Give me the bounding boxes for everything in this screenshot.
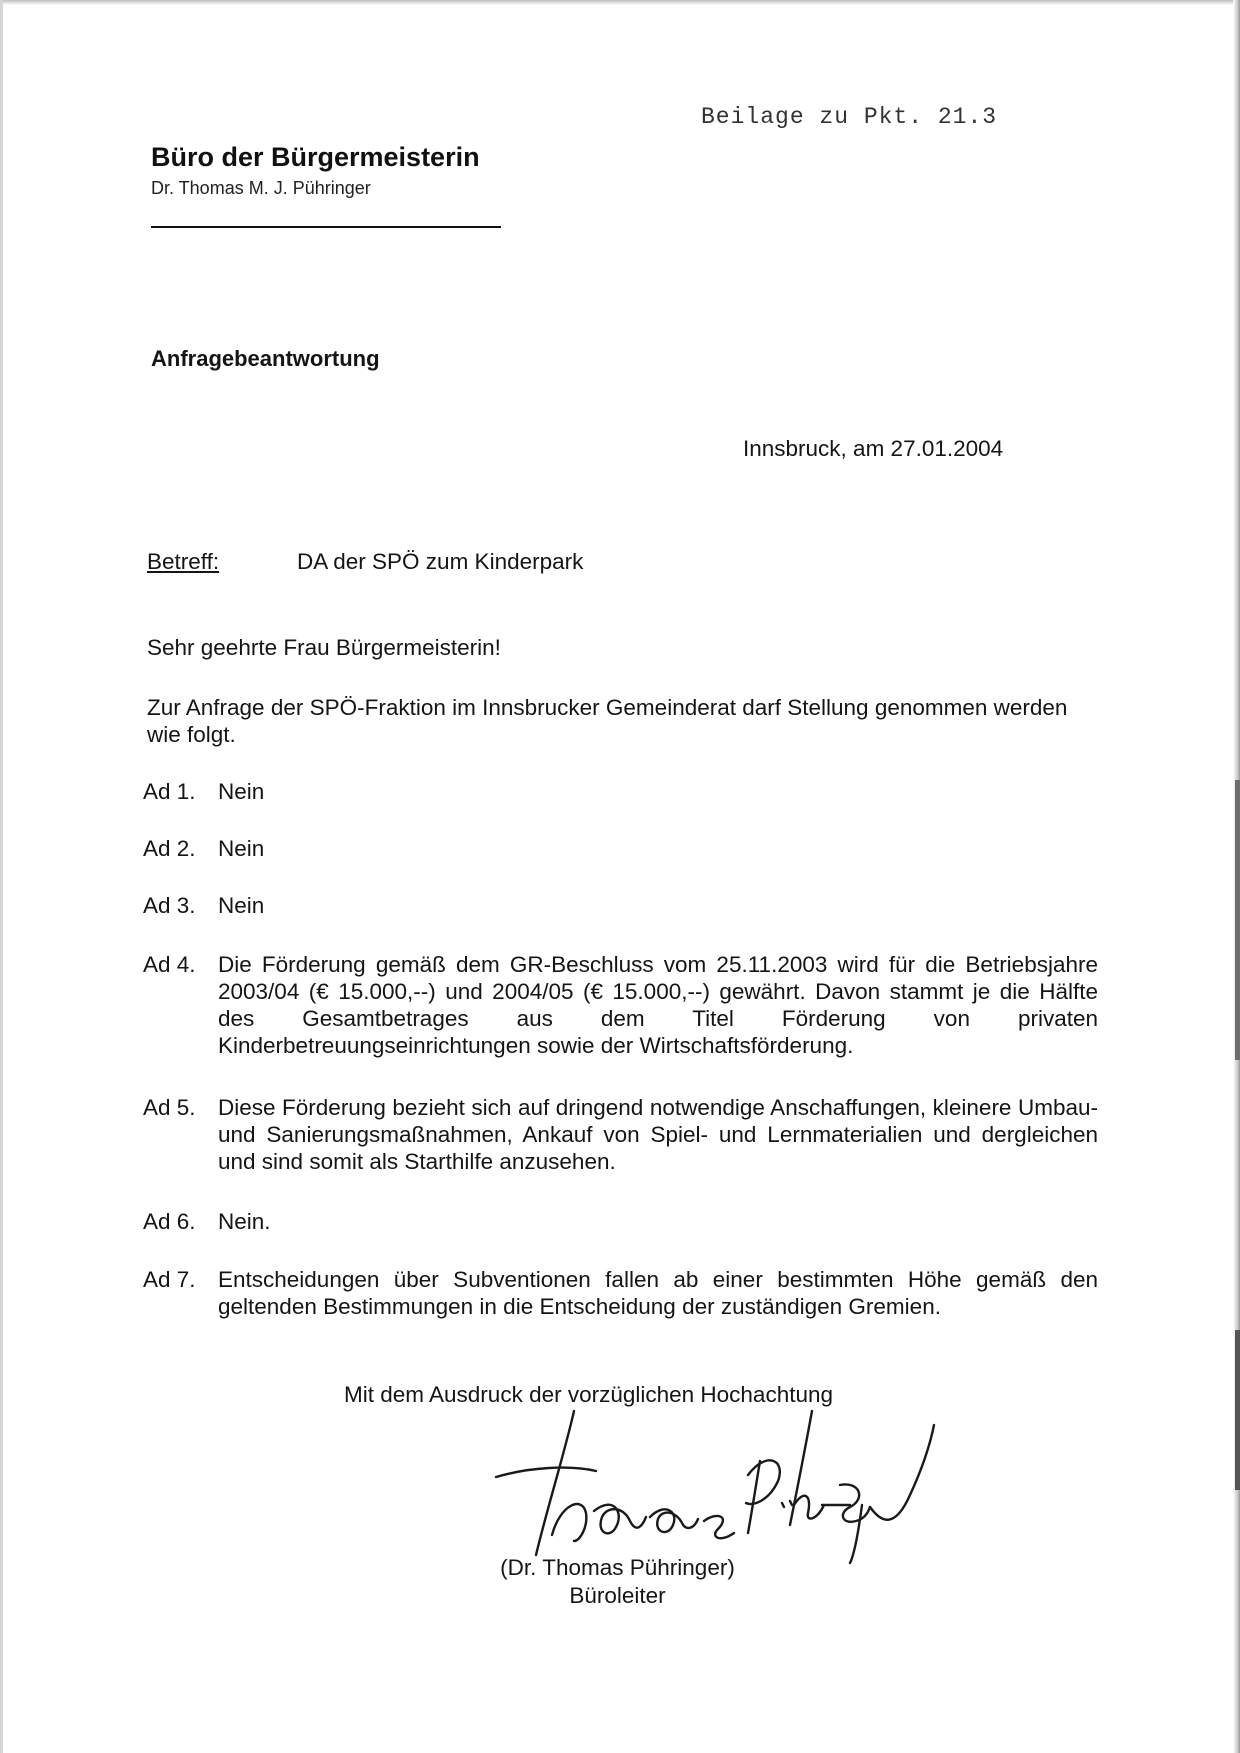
answer-text: Nein. [218,1209,271,1234]
answer-label: Ad 1. [143,779,196,804]
answer-item-6 [143,1208,1098,1235]
answer-item-5 [143,1094,1098,1175]
place-date: Innsbruck, am 27.01.2004 [743,436,1004,461]
signature-text: Thomas Pühringer [720,1407,757,1412]
salutation: Sehr geehrte Frau Bürgermeisterin! [147,635,501,660]
answer-label: Ad 2. [143,836,196,861]
intro-paragraph: Zur Anfrage der SPÖ-Fraktion im Innsbrucker Gemeinderat darf Stellung genommen werden wie folgt. [147,695,1068,747]
answer-text: Die Förderung gemäß dem GR-Beschluss vom 25.11.2003 wird für die Betriebsjahre 2003/04 (€ 15.000,--) und 2004/05 (€ 15.000,--) gewährt. Davon stammt je die Hälfte des Gesamtbetrages aus dem Titel Förderung von privaten Kinderbetreuungseinrichtungen sowie der Wirtschaftsförderung. [218,952,1098,1058]
attachment-note: Beilage zu Pkt. 21.3 [701,104,998,130]
scan-shadow [1235,780,1240,1060]
header-divider [151,226,501,228]
closing-phrase: Mit dem Ausdruck der vorzüglichen Hochachtung [344,1382,834,1407]
answer-label: Ad 3. [143,893,196,918]
scan-edge-top [0,0,1240,5]
handwritten-signature [490,1395,950,1565]
answer-text: Diese Förderung bezieht sich auf dringend notwendige Anschaffungen, kleinere Umbau- und Sanierungsmaßnahmen, Ankauf von Spiel- und Lernmaterialien und dergleichen und sind somit als Starthilfe anzusehen. [218,1095,1098,1174]
scan-edge-left [0,0,3,1753]
answer-item-3 [143,892,1098,919]
answer-text: Entscheidungen über Subventionen fallen ab einer bestimmten Höhe gemäß den geltenden Bestimmungen in die Entscheidung der zuständigen Gremien. [218,1267,1098,1319]
office-title: Büro der Bürgermeisterin [151,142,480,172]
answer-item-2 [143,835,1098,862]
answer-item-4 [143,951,1098,1059]
answer-text: Nein [218,893,265,918]
answer-item-7 [143,1266,1098,1320]
subject-text: DA der SPÖ zum Kinderpark [297,549,584,574]
answer-item-1 [143,778,1098,805]
document-type-heading: Anfragebeantwortung [151,346,380,371]
answer-label: Ad 4. [143,952,196,977]
answer-label: Ad 7. [143,1267,196,1292]
answer-label: Ad 6. [143,1209,196,1234]
scan-edge-right [1233,0,1240,1753]
signer-name: (Dr. Thomas Pühringer) [500,1555,735,1580]
signer-role: Büroleiter [569,1583,666,1608]
answer-text: Nein [218,836,265,861]
scan-shadow [1235,1330,1240,1490]
subject-label: Betreff: [147,549,220,574]
answer-text: Nein [218,779,265,804]
answer-label: Ad 5. [143,1095,196,1120]
office-person: Dr. Thomas M. J. Pühringer [151,178,371,198]
